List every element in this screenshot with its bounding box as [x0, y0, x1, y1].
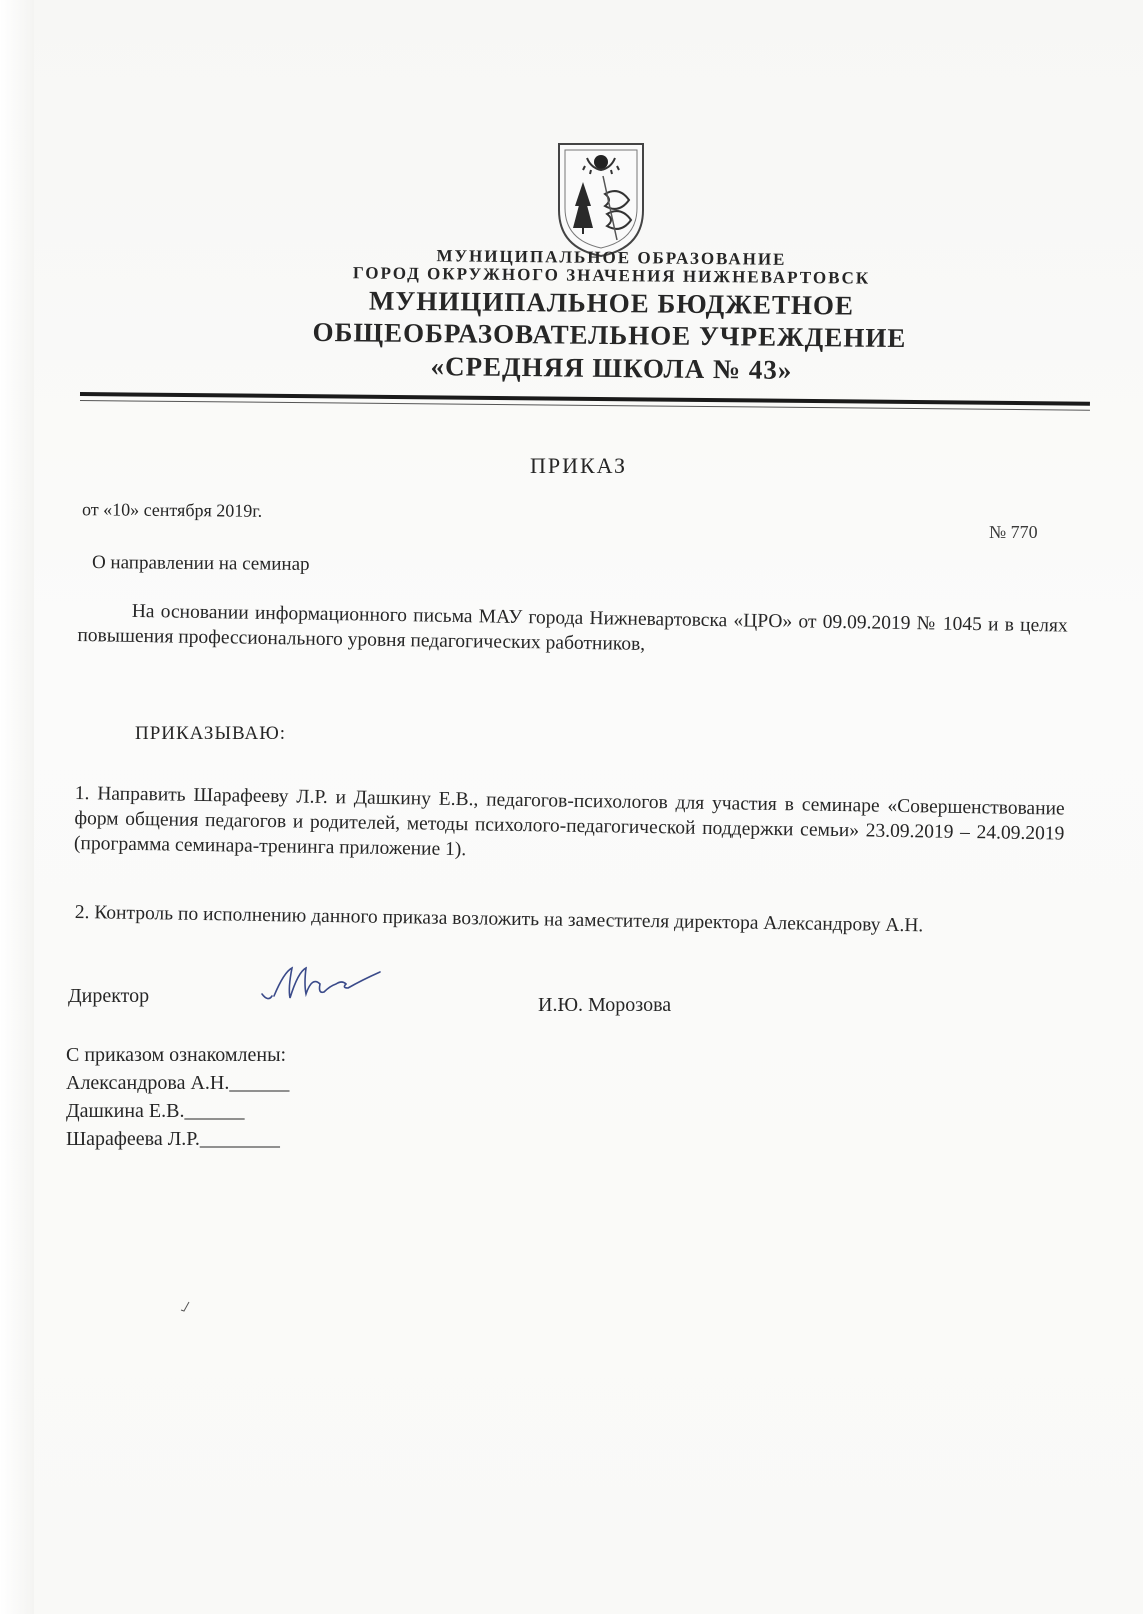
handwritten-signature — [258, 958, 418, 1008]
coat-of-arms-icon — [555, 140, 647, 260]
document-subject: О направлении на семинар — [91, 552, 310, 575]
header-institution-type: МУНИЦИПАЛЬНОЕ БЮДЖЕТНОЕ — [368, 285, 855, 321]
acknowledgement-person: Дашкина Е.В.______ — [66, 1100, 245, 1122]
order-word: ПРИКАЗЫВАЮ: — [135, 723, 287, 744]
pen-mark-icon — [180, 1300, 190, 1312]
header-city: ГОРОД ОКРУЖНОГО ЗНАЧЕНИЯ НИЖНЕВАРТОВСК — [352, 263, 871, 288]
header-municipality: МУНИЦИПАЛЬНОЕ ОБРАЗОВАНИЕ — [436, 246, 787, 269]
document-date: от «10» сентября 2019г. — [81, 499, 263, 521]
acknowledgement-heading: С приказом ознакомлены: — [66, 1044, 287, 1066]
header-school-name: «СРЕДНЯЯ ШКОЛА № 43» — [430, 351, 793, 385]
signatory-position: Директор — [68, 985, 150, 1007]
header-institution-kind: ОБЩЕОБРАЗОВАТЕЛЬНОЕ УЧРЕЖДЕНИЕ — [312, 316, 907, 354]
order-item-2: 2. Контроль по исполнению данного приказа возложить на заместителя директора Александрову А.Н. — [74, 901, 924, 937]
document-title: ПРИКАЗ — [530, 453, 628, 478]
basis-paragraph: На основании информационного письма МАУ города Нижневартовска «ЦРО» от 09.09.2019 № 1045 и в целях повышения профессионального уровня педагогических работников, — [77, 600, 1068, 655]
acknowledgement-person: Шарафеева Л.Р.________ — [66, 1128, 280, 1150]
header-divider — [80, 392, 1090, 406]
acknowledgement-person: Александрова А.Н.______ — [66, 1072, 290, 1094]
signatory-name: И.Ю. Морозова — [538, 994, 672, 1016]
document-number: № 770 — [989, 522, 1038, 542]
order-item-1: 1. Направить Шарафееву Л.Р. и Дашкину Е.В., педагогов-психологов для участия в семинаре «Совершенствование форм общения педагогов и родителей, методы психолого-педагогической поддержки семьи» 23.09.2019 – 24.09.2019 (программа семинара-тренинга приложение 1). — [73, 782, 1065, 861]
